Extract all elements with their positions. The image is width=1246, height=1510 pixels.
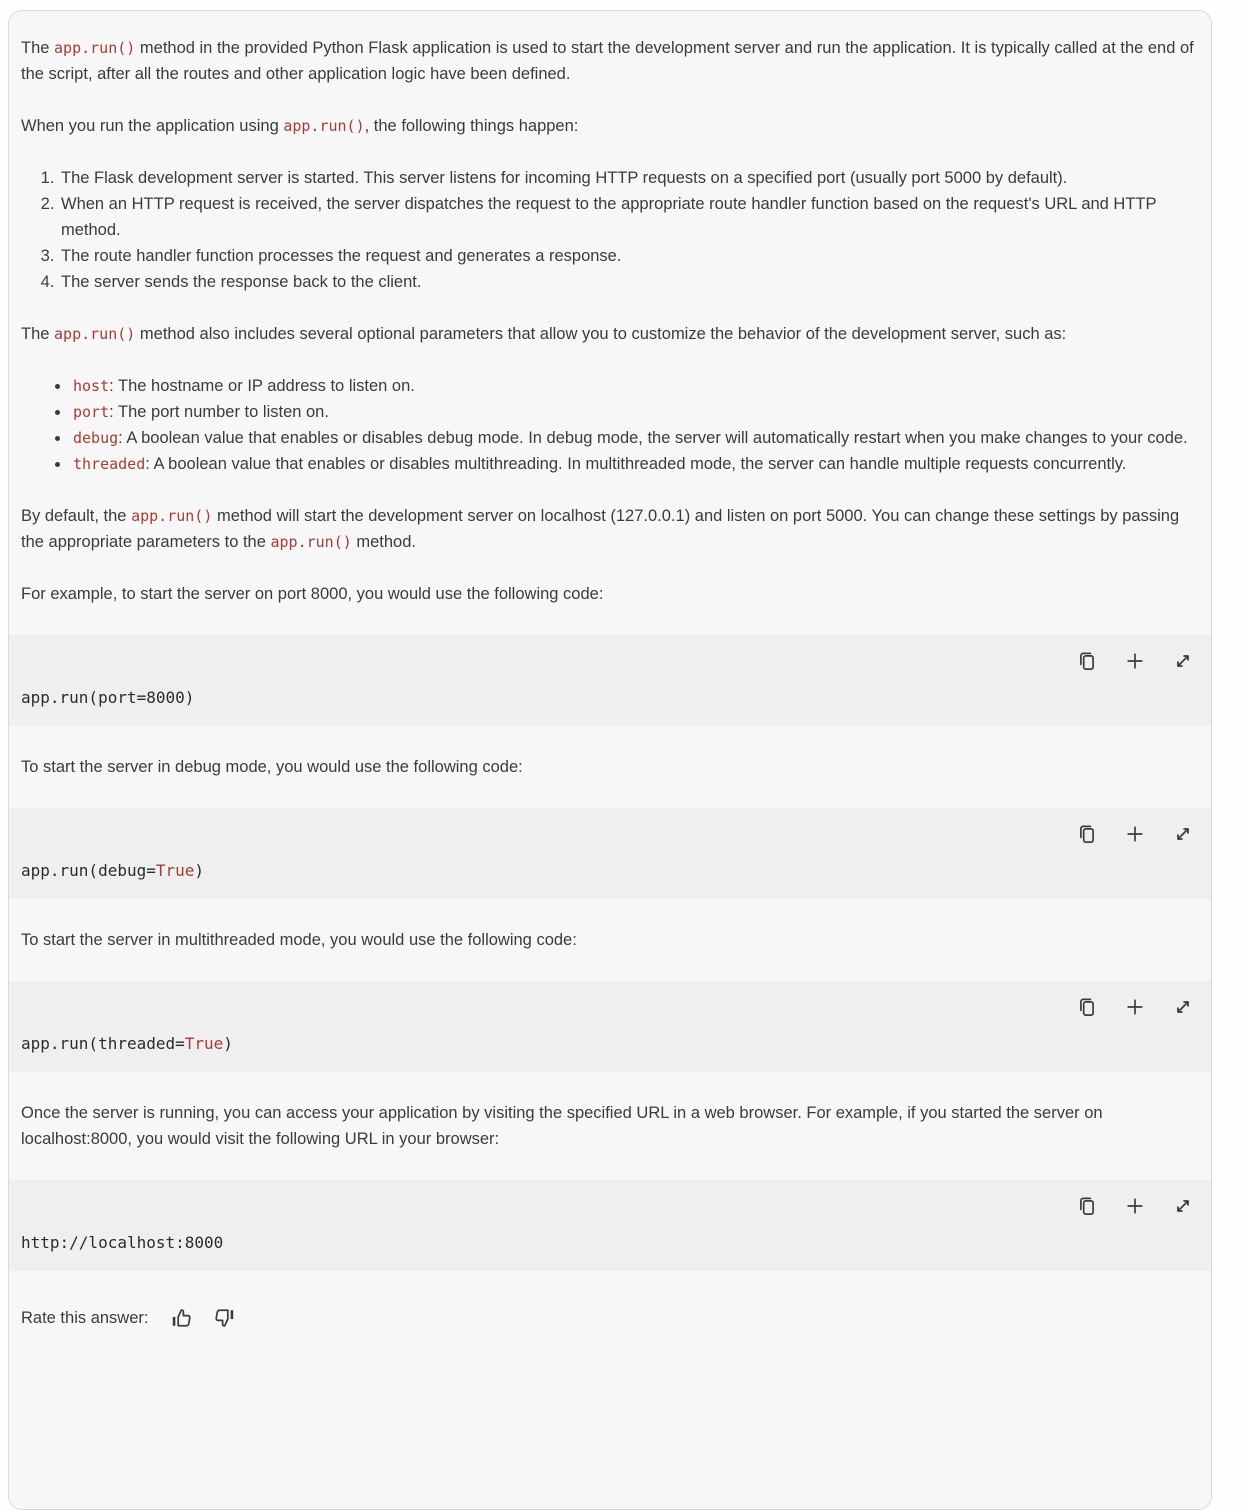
paragraph (21, 113, 1197, 139)
code-block (9, 808, 1211, 899)
insert-code-button[interactable] (1123, 995, 1147, 1019)
thumbs-down-button[interactable] (212, 1305, 238, 1331)
copy-icon (1075, 1194, 1099, 1218)
expand-icon (1171, 995, 1195, 1019)
code-line (21, 688, 1195, 708)
copy-icon (1075, 649, 1099, 673)
expand-icon (1171, 1194, 1195, 1218)
text-run: The Flask development server is started. This server listens for incoming HTTP requests on a specified port (usually port 5000 by default). (61, 169, 1068, 187)
text-run: : The port number to listen on. (109, 403, 329, 421)
copy-icon (1075, 822, 1099, 846)
text-run: When an HTTP request is received, the server dispatches the request to the appropriate route handler function based on the request's URL and HTTP method. (61, 195, 1157, 239)
plus-icon (1123, 649, 1147, 673)
list-item (59, 191, 1197, 243)
inline-code: threaded (73, 455, 146, 473)
paragraph (21, 927, 1197, 953)
text-run: method will start the development server on localhost (127.0.0.1) and listen on port 5000. You can change these settings by passing the appropriate parameters to the (21, 507, 1180, 551)
paragraph (21, 503, 1197, 555)
text-run: : A boolean value that enables or disables debug mode. In debug mode, the server will automatically restart when you make changes to your code. (118, 429, 1188, 447)
bullet-list (21, 373, 1197, 477)
copy-code-button[interactable] (1075, 995, 1099, 1019)
code-toolbar (21, 1193, 1195, 1219)
code-block (9, 981, 1211, 1072)
list-item (71, 451, 1197, 477)
plus-icon (1123, 822, 1147, 846)
text-run: The (21, 39, 55, 57)
code-text: ) (194, 861, 205, 880)
inline-code: port (73, 403, 110, 421)
insert-code-button[interactable] (1123, 1194, 1147, 1218)
code-line (21, 1034, 1195, 1054)
list-item (71, 373, 1197, 399)
thumbs-down-icon (212, 1305, 238, 1331)
plus-icon (1123, 1194, 1147, 1218)
ordered-list (23, 165, 1197, 295)
text-run: method. (351, 533, 416, 551)
text-run: , the following things happen: (364, 117, 579, 135)
text-run: For example, to start the server on port 8000, you would use the following code: (21, 585, 604, 603)
code-text: app.run(debug= (21, 861, 156, 880)
code-keyword: True (184, 1034, 224, 1053)
expand-code-button[interactable] (1171, 822, 1195, 846)
expand-code-button[interactable] (1171, 995, 1195, 1019)
expand-code-button[interactable] (1171, 1194, 1195, 1218)
code-text: app.run(threaded= (21, 1034, 185, 1053)
code-line (21, 861, 1195, 881)
expand-code-button[interactable] (1171, 649, 1195, 673)
insert-code-button[interactable] (1123, 649, 1147, 673)
text-run: To start the server in multithreaded mode, you would use the following code: (21, 931, 577, 949)
list-item (59, 243, 1197, 269)
answer-content (9, 11, 1211, 1271)
paragraph (21, 321, 1197, 347)
thumbs-up-icon (168, 1305, 194, 1331)
list-item (59, 269, 1197, 295)
copy-code-button[interactable] (1075, 1194, 1099, 1218)
code-toolbar (21, 994, 1195, 1020)
code-line (21, 1233, 1195, 1253)
text-run: : A boolean value that enables or disables multithreading. In multithreaded mode, the server can handle multiple requests concurrently. (145, 455, 1127, 473)
text-run: To start the server in debug mode, you would use the following code: (21, 758, 523, 776)
code-keyword: True (155, 861, 195, 880)
inline-code: app.run() (131, 507, 213, 525)
answer-card (8, 10, 1212, 1510)
paragraph (21, 754, 1197, 780)
code-text: app.run(port=8000) (21, 688, 195, 707)
text-run: By default, the (21, 507, 132, 525)
text-run: method also includes several optional parameters that allow you to customize the behavior of the development server, such as: (135, 325, 1067, 343)
code-toolbar (21, 821, 1195, 847)
plus-icon (1123, 995, 1147, 1019)
paragraph (21, 1100, 1197, 1152)
text-run: method in the provided Python Flask application is used to start the development server and run the application. It is typically called at the end of the script, after all the routes and other application logic have been defined. (21, 39, 1194, 83)
code-block (9, 635, 1211, 726)
inline-code: debug (73, 429, 119, 447)
expand-icon (1171, 822, 1195, 846)
code-toolbar (21, 648, 1195, 674)
thumbs-up-button[interactable] (168, 1305, 194, 1331)
rate-answer-row (21, 1305, 1199, 1331)
text-run: : The hostname or IP address to listen on. (109, 377, 415, 395)
text-run: The server sends the response back to the client. (61, 273, 422, 291)
code-block (9, 1180, 1211, 1271)
text-run: The route handler function processes the request and generates a response. (61, 247, 622, 265)
inline-code: app.run() (283, 117, 365, 135)
text-run: When you run the application using (21, 117, 284, 135)
code-text: http://localhost:8000 (21, 1233, 224, 1252)
paragraph (21, 581, 1197, 607)
rate-answer-label: Rate this answer: (21, 1308, 149, 1327)
insert-code-button[interactable] (1123, 822, 1147, 846)
list-item (59, 165, 1197, 191)
inline-code: app.run() (54, 39, 136, 57)
paragraph (21, 35, 1197, 87)
list-item (71, 399, 1197, 425)
text-run: Once the server is running, you can access your application by visiting the specified URL in a web browser. For example, if you started the server on localhost:8000, you would visit the following URL in your browser: (21, 1104, 1103, 1148)
code-text: ) (223, 1034, 233, 1053)
inline-code: app.run() (54, 325, 136, 343)
inline-code: host (73, 377, 110, 395)
copy-code-button[interactable] (1075, 822, 1099, 846)
text-run: The (21, 325, 55, 343)
copy-code-button[interactable] (1075, 649, 1099, 673)
expand-icon (1171, 649, 1195, 673)
list-item (71, 425, 1197, 451)
copy-icon (1075, 995, 1099, 1019)
inline-code: app.run() (270, 533, 352, 551)
